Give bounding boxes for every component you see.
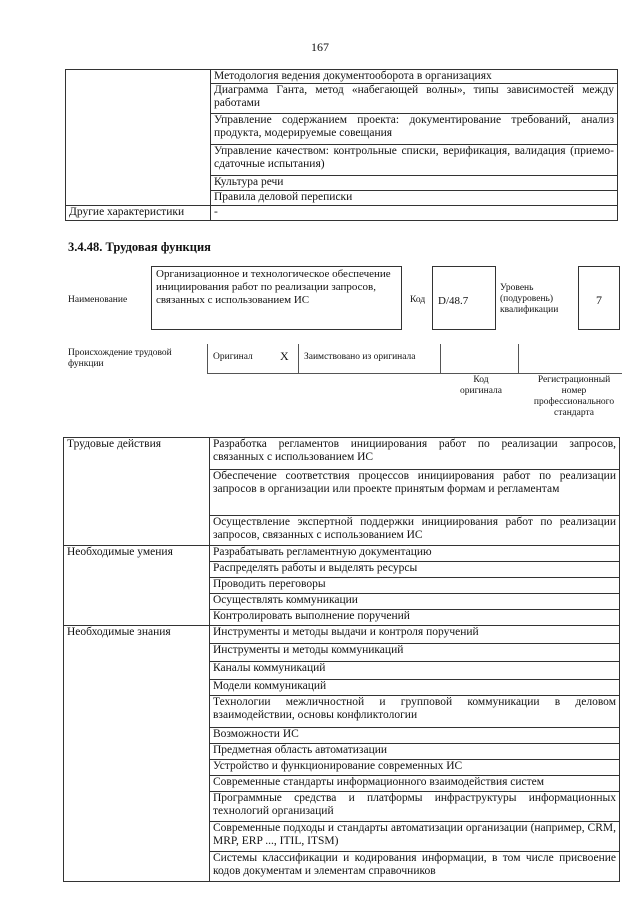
page-number: 167 bbox=[311, 40, 329, 54]
top-table-row: Диаграмма Ганта, метод «набегающей волны», типы зависимостей между работами bbox=[211, 84, 618, 114]
table-row: Предметная область автоматизации bbox=[210, 744, 620, 760]
table-row: Распределять работы и выделять ресурсы bbox=[210, 562, 620, 578]
table-row: Разработка регламентов инициирования работ по реализации запросов, связанных с использованием ИС bbox=[210, 438, 620, 470]
code-original-caption: Код оригинала bbox=[460, 375, 502, 396]
table-row: Обеспечение соответствия процессов инициирования работ по реализации запросов в организации или проекте принятым формам и регламентам bbox=[210, 470, 620, 516]
function-table bbox=[63, 437, 620, 882]
code-value: D/48.7 bbox=[438, 295, 469, 307]
table-row: Проводить переговоры bbox=[210, 578, 620, 594]
top-table-row: Культура речи bbox=[211, 176, 618, 191]
table-row: Каналы коммуникаций bbox=[210, 662, 620, 680]
table-row: Осуществлять коммуникации bbox=[210, 594, 620, 610]
group-label: Необходимые знания bbox=[64, 626, 210, 882]
section-title: 3.4.48. Трудовая функция bbox=[68, 240, 211, 254]
origin-label: Происхождение трудовой функции bbox=[68, 348, 172, 369]
group-label: Трудовые действия bbox=[64, 438, 210, 546]
original-label: Оригинал bbox=[213, 352, 253, 362]
table-row: Разрабатывать регламентную документацию bbox=[210, 546, 620, 562]
reg-number-caption: Регистрационный номер профессионального стандарта bbox=[533, 375, 615, 418]
table-row: Инструменты и методы коммуникаций bbox=[210, 644, 620, 662]
other-characteristics-label: Другие характеристики bbox=[66, 206, 211, 221]
group-label: Необходимые умения bbox=[64, 546, 210, 626]
function-name: Организационное и технологическое обеспечение инициирования работ по реализации запросов, связанных с использованием ИС bbox=[156, 268, 391, 306]
table-row: Возможности ИС bbox=[210, 728, 620, 744]
top-table-row: Управление качеством: контрольные списки, верификация, валидация (приемо-сдаточные испытания) bbox=[211, 145, 618, 176]
table-row: Программные средства и платформы инфраструктуры информационных технологий организаций bbox=[210, 792, 620, 822]
top-table-empty-label bbox=[66, 70, 211, 206]
code-box bbox=[432, 266, 496, 330]
original-mark: X bbox=[280, 349, 289, 363]
level-label: Уровень (подуровень) квалификации bbox=[500, 283, 559, 315]
level-box bbox=[578, 266, 620, 330]
table-row: Устройство и функционирование современных ИС bbox=[210, 760, 620, 776]
top-table-row: Управление содержанием проекта: документирование требований, анализ продукта, модерируемые совещания bbox=[211, 114, 618, 145]
table-row: Современные подходы и стандарты автоматизации организации (например, CRM, MRP, ERP ..., ITIL, ITSM) bbox=[210, 822, 620, 852]
table-row: Модели коммуникаций bbox=[210, 680, 620, 696]
other-characteristics-value: - bbox=[211, 206, 618, 221]
table-row: Инструменты и методы выдачи и контроля поручений bbox=[210, 626, 620, 644]
name-label: Наименование bbox=[68, 295, 128, 305]
table-row: Современные стандарты информационного взаимодействия систем bbox=[210, 776, 620, 792]
table-row: Осуществление экспертной поддержки инициирования работ по реализации запросов, связанных с использованием ИС bbox=[210, 516, 620, 546]
top-table bbox=[65, 69, 618, 221]
function-name-box bbox=[151, 266, 402, 330]
table-row: Системы классификации и кодирования информации, в том числе присвоение кодов документам и элементам справочников bbox=[210, 852, 620, 882]
top-table-row: Правила деловой переписки bbox=[211, 191, 618, 206]
level-value: 7 bbox=[596, 293, 602, 307]
code-label: Код bbox=[410, 295, 426, 305]
table-row: Технологии межличностной и групповой коммуникации в деловом взаимодействии, основы конфликтологии bbox=[210, 696, 620, 728]
borrowed-label: Заимствовано из оригинала bbox=[304, 352, 416, 362]
table-row: Контролировать выполнение поручений bbox=[210, 610, 620, 626]
top-table-row: Методология ведения документооборота в организациях bbox=[211, 70, 618, 84]
